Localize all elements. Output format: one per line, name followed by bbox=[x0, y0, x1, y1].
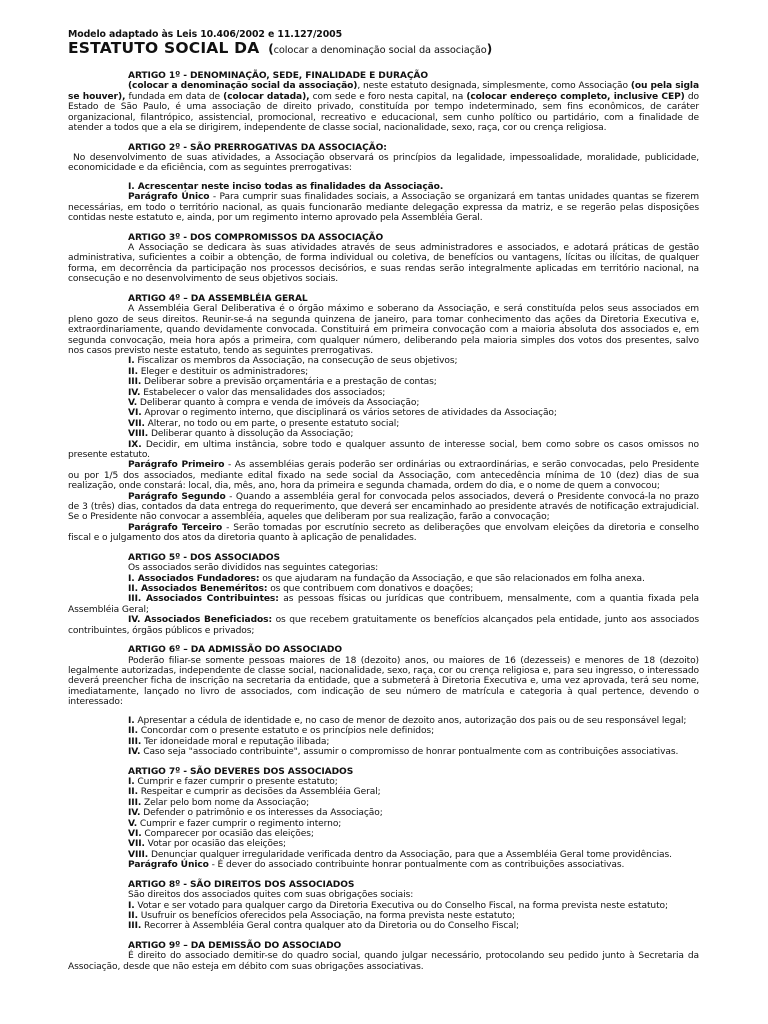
article-4-paragraph: A Assembléia Geral Deliberativa é o órgão máximo e soberano da Associação, e será constituída pelos seus associados em pleno gozo de seus direitos. Reunir-se-á na segunda quinzena de janeiro, para tomar conhecimento das ações da Diretoria Executiva e, extraordinariamente, quando devidamente convocada. Constituirá em primeira convocação com a maioria absoluta dos associados e, em segunda convocação, meia hora após a primeira, com qualquer número, deliberando pela maioria simples dos votos dos presentes, salvo nos casos previsto neste estatuto, tendo as seguintes prerrogativas. bbox=[68, 304, 699, 356]
item-number: II. bbox=[128, 366, 138, 377]
item-number: I. bbox=[128, 900, 135, 911]
item-text: os que recebem gratuitamente os benefícios alcançados pela entidade, junto aos associados contribuintes, órgãos públicos e privados; bbox=[68, 615, 699, 636]
art1-denomination: (colocar a denominação social da associação) bbox=[128, 81, 358, 92]
item-number: IV. bbox=[128, 808, 141, 819]
list-item bbox=[68, 388, 699, 398]
article-2-paragraph: No desenvolvimento de suas atividades, a Associação observará os princípios da legalidade, impessoalidade, moralidade, publicidade, economicidade e da eficiência, com as seguintes prerrogativas: bbox=[68, 153, 699, 174]
list-item bbox=[68, 737, 699, 747]
item-number: I. bbox=[128, 356, 135, 367]
item-text: Aprovar o regimento interno, que disciplinará os vários setores de atividades da Associação; bbox=[141, 408, 557, 419]
item-text: Comparecer por ocasião das eleições; bbox=[141, 828, 314, 839]
article-6-heading: ARTIGO 6º – DA ADMISSÃO DO ASSOCIADO bbox=[128, 645, 342, 656]
article-5-intro: Os associados serão divididos nas seguintes categorias: bbox=[128, 563, 379, 574]
article-2-sole-paragraph bbox=[68, 192, 699, 223]
item-number: III. bbox=[128, 797, 142, 808]
article-2-heading: ARTIGO 2º - SÃO PRERROGATIVAS DA ASSOCIAÇÃO: bbox=[128, 142, 387, 153]
item-number: II. bbox=[128, 910, 138, 921]
list-item bbox=[68, 440, 699, 461]
list-item bbox=[68, 615, 699, 636]
article-7-sole-paragraph bbox=[68, 860, 699, 870]
item-text: Alterar, no todo ou em parte, o presente estatuto social; bbox=[144, 418, 400, 429]
item-number: V. bbox=[128, 818, 138, 829]
list-item bbox=[68, 594, 699, 615]
item-text: Recorrer à Assembléia Geral contra qualquer ato da Diretoria ou do Conselho Fiscal; bbox=[141, 921, 520, 932]
item-text: Concordar com o presente estatuto e os princípios nele definidos; bbox=[137, 726, 435, 737]
article-4-paragraph-first bbox=[68, 460, 699, 491]
document-title-note bbox=[268, 42, 493, 56]
list-item bbox=[68, 808, 699, 818]
article-8-heading: ARTIGO 8º - SÃO DIREITOS DOS ASSOCIADOS bbox=[128, 879, 355, 890]
item-label: I. Associados Fundadores: bbox=[128, 573, 260, 584]
art1-text-b: , neste estatuto designada, simplesmente, como Associação bbox=[357, 81, 631, 92]
item-number: VI. bbox=[128, 828, 142, 839]
article-2-item-1 bbox=[68, 182, 699, 192]
list-item bbox=[68, 798, 699, 808]
list-item bbox=[68, 777, 699, 787]
list-item bbox=[68, 398, 699, 408]
list-item bbox=[68, 819, 699, 829]
list-item bbox=[68, 921, 699, 931]
article-7 bbox=[68, 767, 699, 871]
article-3-heading: ARTIGO 3º - DOS COMPROMISSOS DA ASSOCIAÇÃO bbox=[128, 232, 384, 243]
list-item bbox=[68, 839, 699, 849]
item-number: VII. bbox=[128, 418, 145, 429]
item-text: os que contribuem com donativos e doações; bbox=[267, 584, 474, 595]
par-label: Parágrafo Primeiro bbox=[128, 460, 225, 471]
item-number: III. bbox=[128, 377, 142, 388]
par-text: - Serão tomadas por escrutínio secreto as deliberações que envolvam eleições da diretoria e conselho fiscal e o julgamento dos atos da diretoria quanto à aplicação de penalidades. bbox=[68, 522, 700, 544]
list-item bbox=[68, 367, 699, 377]
list-item bbox=[68, 747, 699, 757]
title-note-open: ( bbox=[268, 42, 274, 56]
item-number: V. bbox=[128, 397, 138, 408]
article-6-paragraph: Poderão filiar-se somente pessoas maiores de 18 (dezoito) anos, ou maiores de 16 (dezesseis) e menores de 18 (dezoito) legalmente autorizadas, independente de classe social, nacionalidade, sexo, raça, cor ou crença religiosa e, para seu ingresso, o interessado deverá preencher ficha de inscrição na secretaria da entidade, que a submeterá à Diretoria Executiva e, uma vez aprovada, terá seu nome, imediatamente, lançado no livro de associados, com indicação de seu número de matrícula e categoria à qual pertence, devendo o interessado: bbox=[68, 655, 699, 708]
document-title-line bbox=[68, 40, 699, 59]
list-item bbox=[68, 787, 699, 797]
article-9-heading: ARTIGO 9º – DA DEMISSÃO DO ASSOCIADO bbox=[128, 940, 342, 951]
item-text: Fiscalizar os membros da Associação, na consecução de seus objetivos; bbox=[134, 356, 458, 367]
par-label: Parágrafo Segundo bbox=[128, 491, 226, 502]
art1-text-d: fundada em data de bbox=[125, 91, 224, 102]
item-number: IV. bbox=[128, 746, 141, 757]
article-9-paragraph: É direito do associado demitir-se do quadro social, quando julgar necessário, protocolando seu pedido junto à Secretaria da Associação, desde que não esteja em débito com suas obrigações associativas. bbox=[68, 951, 699, 972]
article-6 bbox=[68, 645, 699, 757]
title-note-text: colocar a denominação social da associação bbox=[273, 45, 487, 56]
list-item bbox=[68, 850, 699, 860]
item-number: II. bbox=[128, 787, 138, 798]
title-note-close: ) bbox=[486, 42, 493, 56]
list-item bbox=[68, 377, 699, 387]
item-text: Cumprir e fazer cumprir o presente estatuto; bbox=[134, 776, 338, 787]
list-item bbox=[68, 829, 699, 839]
list-item bbox=[68, 408, 699, 418]
item-text: Respeitar e cumprir as decisões da Assembléia Geral; bbox=[137, 787, 381, 798]
item-text: Votar por ocasião das eleições; bbox=[144, 839, 286, 850]
art1-text-h: do Estado de São Paulo, é uma associação de direito privado, constituída por tempo indeterminado, sem fins econômicos, de caráter organizacional, filantrópico, assistencial, promocional, recreativo e educacional, sem cunho político ou partidário, com a finalidade de atender a todos que a ela se dirigirem, independente de classe social, nacionalidade, sexo, raça, cor ou crença religiosa. bbox=[68, 91, 699, 134]
art2-item-1-text: I. Acrescentar neste inciso todas as finalidades da Associação. bbox=[128, 181, 444, 192]
par-label: Parágrafo Único bbox=[128, 860, 209, 871]
item-number: III. bbox=[128, 921, 142, 932]
item-text: Deliberar sobre a previsão orçamentária e a prestação de contas; bbox=[141, 377, 437, 388]
article-8-intro: São direitos dos associados quites com suas obrigações sociais: bbox=[128, 890, 414, 901]
item-label: IV. Associados Beneficiados: bbox=[128, 615, 272, 626]
item-text: os que ajudaram na fundação da Associação, e que são relacionados em folha anexa. bbox=[259, 573, 645, 584]
article-5-heading: ARTIGO 5º - DOS ASSOCIADOS bbox=[128, 552, 280, 563]
document-title: ESTATUTO SOCIAL DA bbox=[68, 39, 260, 57]
item-text: Caso seja "associado contribuinte", assumir o compromisso de honrar pontualmente com as contribuições associativas. bbox=[140, 746, 679, 757]
item-text: Deliberar quanto à dissolução da Associação; bbox=[148, 429, 354, 440]
art1-sigla: (ou pela sigla se houver), bbox=[68, 81, 699, 102]
article-3 bbox=[68, 233, 699, 285]
article-7-heading: ARTIGO 7º - SÃO DEVERES DOS ASSOCIADOS bbox=[128, 766, 354, 777]
art2-par-text: - Para cumprir suas finalidades sociais, a Associação se organizará em tantas unidades quantas se fizerem necessárias, em todo o território nacional, as quais funcionarão mediante delegação expressa da matriz, e se regerão pelas disposições contidas neste estatuto e, ainda, por um regimento interno aprovado pela Assembléia Geral. bbox=[68, 192, 699, 224]
art1-address: (colocar endereço completo, inclusive CEP) bbox=[466, 91, 685, 102]
item-number: II. bbox=[128, 726, 138, 737]
item-text: Denunciar qualquer irregularidade verificada dentro da Associação, para que a Assembléia Geral tome providências. bbox=[148, 849, 672, 860]
item-text: Defender o patrimônio e os interesses da Associação; bbox=[140, 808, 383, 819]
item-number: VIII. bbox=[128, 429, 149, 440]
article-4-paragraph-third bbox=[68, 523, 699, 544]
article-4 bbox=[68, 294, 699, 544]
item-number: VII. bbox=[128, 839, 145, 850]
document-subtitle: Modelo adaptado às Leis 10.406/2002 e 11.127/2005 bbox=[68, 29, 342, 40]
item-text: Cumprir e fazer cumprir o regimento interno; bbox=[137, 818, 342, 829]
item-text: as pessoas físicas ou jurídicas que contribuem, mensalmente, com a quantia fixada pela Assembléia Geral; bbox=[68, 594, 699, 615]
article-4-paragraph-second bbox=[68, 492, 699, 523]
list-item bbox=[68, 901, 699, 911]
par-text: - Quando a assembléia geral for convocada pelos associados, deverá o Presidente convocá-la no prazo de 3 (três) dias, contados da data entrega do requerimento, que deverá ser encaminhado ao presidente através de notificação extrajudicial. Se o Presidente não convocar a assembléia, aqueles que deliberam por sua realização, farão a convocação; bbox=[68, 491, 699, 523]
article-1-paragraph bbox=[68, 81, 699, 133]
list-item bbox=[68, 911, 699, 921]
art1-date: (colocar datada), bbox=[223, 91, 310, 102]
par-label: Parágrafo Terceiro bbox=[128, 522, 223, 533]
art1-text-f: com sede e foro nesta capital, na bbox=[309, 91, 467, 102]
item-label: III. Associados Contribuintes: bbox=[128, 594, 279, 605]
item-text: Eleger e destituir os administradores; bbox=[137, 366, 309, 377]
list-item bbox=[68, 716, 699, 726]
list-item bbox=[68, 726, 699, 736]
item-text: Apresentar a cédula de identidade e, no caso de menor de dezoito anos, autorização dos pais ou de seu responsável legal; bbox=[134, 715, 687, 726]
article-1 bbox=[68, 71, 699, 133]
item-text: Zelar pelo bom nome da Associação; bbox=[141, 797, 310, 808]
item-number: I. bbox=[128, 715, 135, 726]
article-2 bbox=[68, 143, 699, 224]
article-8 bbox=[68, 880, 699, 932]
article-9 bbox=[68, 941, 699, 972]
list-item bbox=[68, 429, 699, 439]
par-text: - As assembléias gerais poderão ser ordinárias ou extraordinárias, e serão convocadas, pelo Presidente ou por 1/5 dos associados, mediante edital fixado na sede social da Associação, com antecedência mínima de 10 (dez) dias de sua realização, onde constará: local, dia, mês, ano, hora da primeira e segunda chamada, ordem do dia, e o nome de quem a convocou; bbox=[68, 460, 699, 492]
item-number: IX. bbox=[128, 439, 142, 450]
art2-par-label: Parágrafo Único bbox=[128, 192, 210, 203]
article-3-paragraph: A Associação se dedicara às suas atividades através de seus administradores e associados, e adotará práticas de gestão administrativa, suficientes a coibir a obtenção, de forma individual ou coletiva, de benefícios ou vantagens, lícitas ou ilícitas, de qualquer forma, em decorrência da participação nos processos decisórios, e suas rendas serão integralmente aplicadas em território nacional, na consecução e no desenvolvimento de seus objetivos sociais. bbox=[68, 243, 699, 285]
list-item bbox=[68, 419, 699, 429]
item-number: IV. bbox=[128, 387, 141, 398]
item-number: III. bbox=[128, 736, 142, 747]
article-4-heading: ARTIGO 4º – DA ASSEMBLÉIA GERAL bbox=[128, 293, 308, 304]
article-5 bbox=[68, 553, 699, 636]
item-text: Estabelecer o valor das mensalidades dos associados; bbox=[140, 387, 386, 398]
par-text: - É dever do associado contribuinte honrar pontualmente com as contribuições associativas. bbox=[208, 860, 625, 871]
item-label: II. Associados Beneméritos: bbox=[128, 584, 268, 595]
list-item bbox=[68, 584, 699, 594]
item-number: VI. bbox=[128, 408, 142, 419]
item-text: Usufruir os benefícios oferecidos pela Associação, na forma prevista neste estatuto; bbox=[137, 910, 515, 921]
item-number: I. bbox=[128, 776, 135, 787]
list-item bbox=[68, 574, 699, 584]
item-text: Deliberar quanto à compra e venda de imóveis da Associação; bbox=[137, 397, 420, 408]
list-item bbox=[68, 356, 699, 366]
article-1-heading: ARTIGO 1º - DENOMINAÇÃO, SEDE, FINALIDADE E DURAÇÃO bbox=[128, 71, 428, 81]
item-text: Votar e ser votado para qualquer cargo da Diretoria Executiva ou do Conselho Fiscal, na forma prevista neste estatuto; bbox=[134, 900, 668, 911]
item-text: Ter idoneidade moral e reputação ilibada; bbox=[141, 736, 330, 747]
item-number: VIII. bbox=[128, 849, 149, 860]
item-text: Decidir, em ultima instância, sobre todo e qualquer assunto de interesse social, bem como sobre os casos omissos no presente estatuto. bbox=[68, 439, 699, 460]
